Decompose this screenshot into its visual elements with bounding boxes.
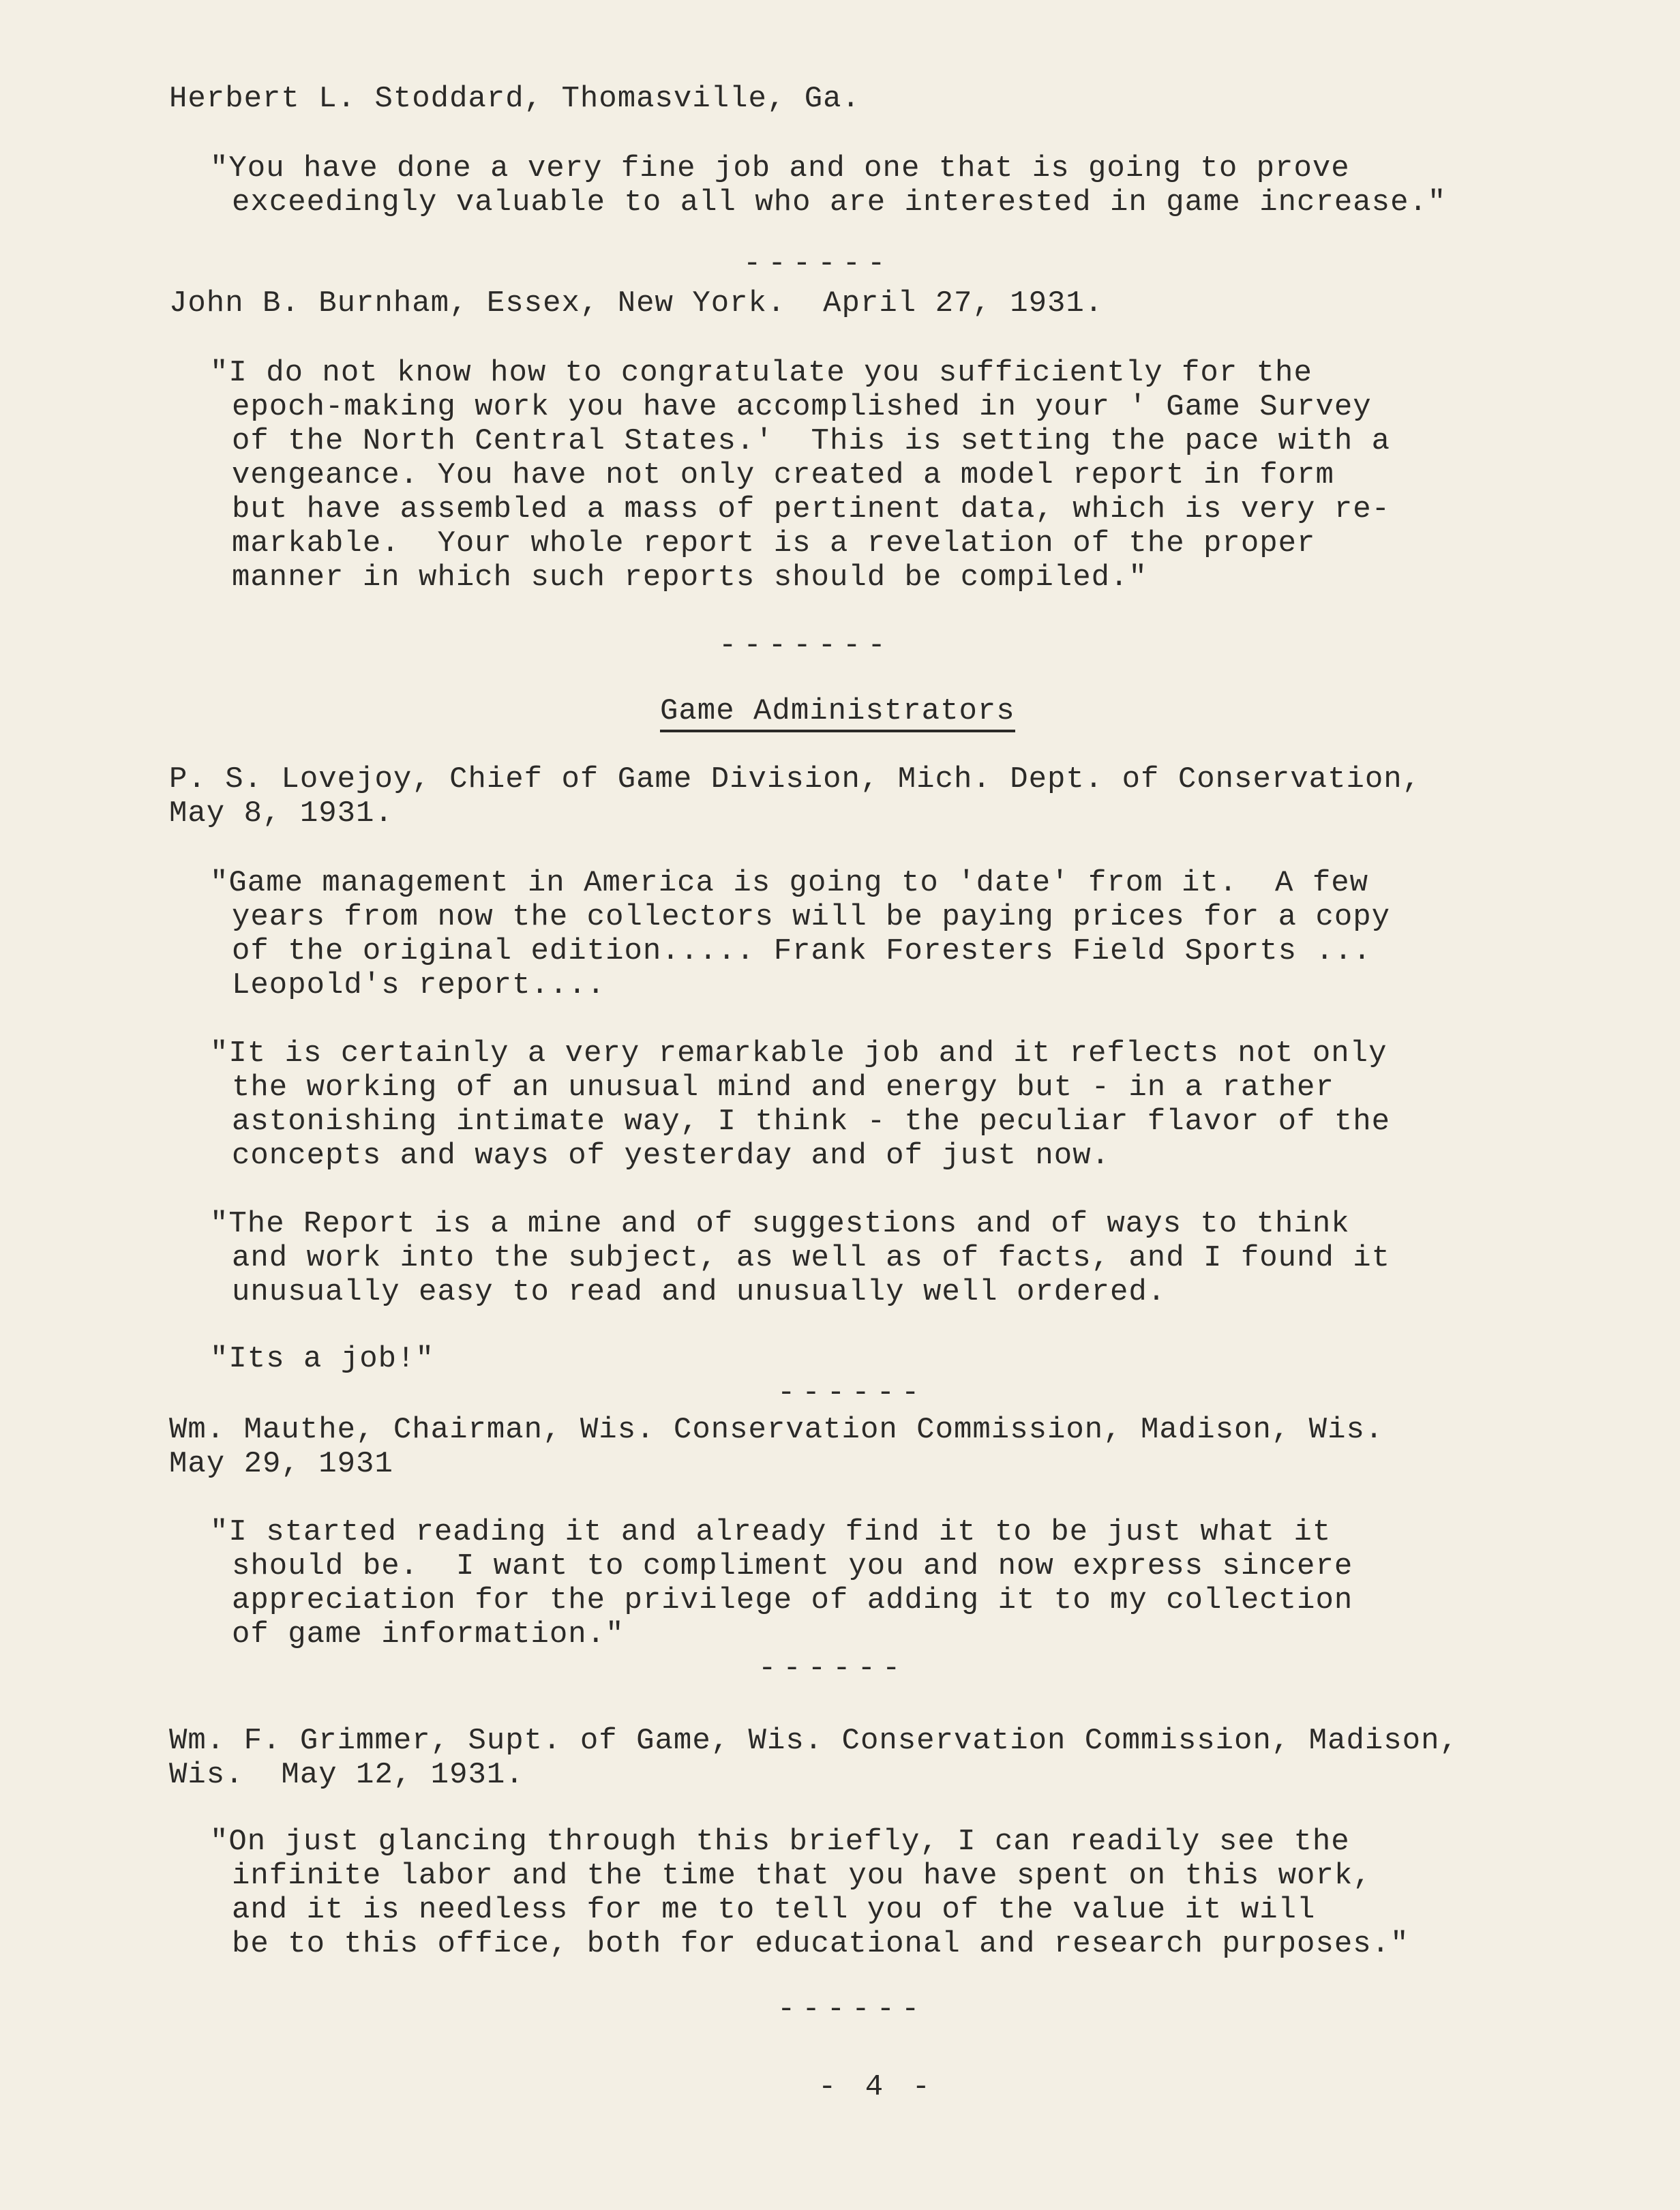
quote-line: infinite labor and the time that you have spent on this work, xyxy=(232,1859,1372,1893)
quote-line: be to this office, both for educational and research purposes." xyxy=(232,1927,1409,1961)
section-separator: ------ xyxy=(743,247,892,281)
attribution-line: Herbert L. Stoddard, Thomasville, Ga. xyxy=(169,82,860,116)
quote-line: of game information." xyxy=(232,1617,625,1652)
quote-line: the working of an unusual mind and energy but - in a rather xyxy=(232,1071,1334,1105)
quote-line: of the original edition..... Frank Foresters Field Sports ... xyxy=(232,934,1372,968)
page-number: - 4 - xyxy=(818,2070,936,2104)
attribution-line: Wm. Mauthe, Chairman, Wis. Conservation Commission, Madison, Wis. xyxy=(169,1413,1384,1447)
attribution-line: P. S. Lovejoy, Chief of Game Division, Mich. Dept. of Conservation, xyxy=(169,762,1422,796)
attribution-line: John B. Burnham, Essex, New York. April 27, 1931. xyxy=(169,286,1104,320)
quote-line: "It is certainly a very remarkable job and it reflects not only xyxy=(210,1036,1388,1071)
attribution-line: May 8, 1931. xyxy=(169,796,393,831)
quote-line: manner in which such reports should be compiled." xyxy=(232,561,1148,595)
quote-line: "Game management in America is going to 'date' from it. A few xyxy=(210,866,1369,900)
quote-line: concepts and ways of yesterday and of just now. xyxy=(232,1139,1111,1173)
quote-line: astonishing intimate way, I think - the peculiar flavor of the xyxy=(232,1105,1391,1139)
quote-line: "I started reading it and already find it to be just what it xyxy=(210,1515,1332,1549)
quote-line: exceedingly valuable to all who are interested in game increase." xyxy=(232,185,1447,220)
quote-line: unusually easy to read and unusually well ordered. xyxy=(232,1275,1167,1309)
quote-line: "I do not know how to congratulate you sufficiently for the xyxy=(210,356,1312,390)
quote-line: "On just glancing through this briefly, I can readily see the xyxy=(210,1825,1350,1859)
quote-line: epoch-making work you have accomplished in your ' Game Survey xyxy=(232,390,1372,424)
quote-line: should be. I want to compliment you and now express sincere xyxy=(232,1549,1353,1583)
attribution-line: Wm. F. Grimmer, Supt. of Game, Wis. Conservation Commission, Madison, xyxy=(169,1724,1458,1758)
quote-line: of the North Central States.' This is setting the pace with a xyxy=(232,424,1391,458)
quote-line: and work into the subject, as well as of facts, and I found it xyxy=(232,1241,1391,1275)
quote-line: "Its a job!" xyxy=(210,1342,434,1376)
attribution-line: May 29, 1931 xyxy=(169,1447,393,1481)
section-separator: ------ xyxy=(758,1652,907,1686)
quote-line: appreciation for the privilege of adding it to my collection xyxy=(232,1583,1353,1617)
attribution-line: Wis. May 12, 1931. xyxy=(169,1758,524,1792)
quote-line: "You have done a very fine job and one that is going to prove xyxy=(210,151,1350,185)
quote-line: Leopold's report.... xyxy=(232,968,606,1002)
quote-line: years from now the collectors will be paying prices for a copy xyxy=(232,900,1391,934)
quote-line: markable. Your whole report is a revelation of the proper xyxy=(232,526,1316,561)
quote-line: and it is needless for me to tell you of the value it will xyxy=(232,1893,1316,1927)
quote-line: vengeance. You have not only created a model report in form xyxy=(232,458,1334,492)
section-heading: Game Administrators xyxy=(660,694,1015,732)
quote-line: but have assembled a mass of pertinent data, which is very re- xyxy=(232,492,1391,526)
quote-line: "The Report is a mine and of suggestions and of ways to think xyxy=(210,1207,1350,1241)
section-separator: ------ xyxy=(777,1992,927,2027)
section-separator: ------- xyxy=(719,629,892,663)
section-separator: ------ xyxy=(777,1376,927,1410)
